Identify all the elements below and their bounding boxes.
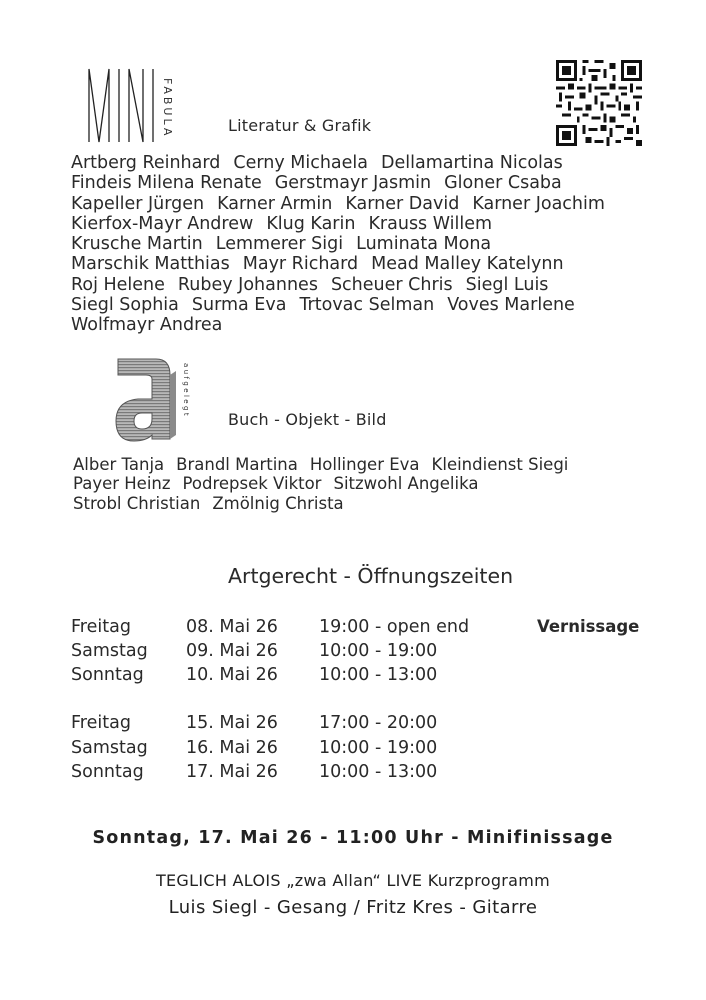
artist-name: Luminata Mona (356, 234, 492, 255)
section2-subtitle: Buch - Objekt - Bild (228, 410, 387, 429)
artist-name: Karner Armin (217, 193, 333, 214)
artist-name: Roj Helene (71, 274, 165, 295)
hours-day: Freitag (71, 713, 131, 733)
hours-date: 16. Mai 26 (186, 738, 278, 758)
artist-name: Gerstmayr Jasmin (274, 173, 432, 194)
artist-name: Marschik Matthias (71, 254, 230, 275)
hours-day: Samstag (71, 738, 148, 758)
artist-name: Kierfox-Mayr Andrew (71, 213, 254, 234)
artist-name: Klug Karin (266, 213, 356, 234)
hours-day: Sonntag (71, 665, 144, 685)
names-line (71, 234, 618, 254)
artist-name: Alber Tanja (73, 455, 165, 474)
artist-name: Rubey Johannes (177, 274, 318, 295)
names-line (71, 295, 618, 315)
hours-date: 17. Mai 26 (186, 762, 278, 782)
names-line (73, 494, 580, 513)
hours-time: 10:00 - 19:00 (319, 738, 438, 758)
artist-name: Karner David (345, 193, 460, 214)
artist-name: Scheuer Chris (330, 274, 453, 295)
artist-name: Sitzwohl Angelika (333, 474, 479, 494)
qr-code[interactable] (556, 60, 642, 146)
hours-time: 19:00 - open end (319, 617, 470, 637)
names-line (71, 275, 618, 295)
names-line (71, 254, 618, 274)
performers-line: Luis Siegl - Gesang / Fritz Kres - Gitarre (168, 897, 538, 918)
names-line (71, 214, 618, 234)
artist-name: Gloner Csaba (444, 173, 562, 194)
artist-name: Siegl Sophia (71, 295, 179, 316)
artist-name: Zmölnig Christa (212, 493, 344, 513)
hours-time: 17:00 - 20:00 (319, 713, 438, 733)
alois-line: TEGLICH ALOIS „zwa Allan“ LIVE Kurzprogramm (155, 871, 551, 890)
hours-date: 15. Mai 26 (186, 713, 278, 733)
artist-name: Payer Heinz (73, 474, 171, 494)
artist-name: Karner Joachim (472, 193, 605, 214)
names-line (71, 153, 618, 173)
hours-time: 10:00 - 19:00 (319, 641, 438, 661)
hours-day: Freitag (71, 617, 131, 637)
section1-subtitle: Literatur & Grafik (228, 116, 372, 135)
aufgelegt-logo (112, 355, 192, 447)
artist-name: Podrepsek Viktor (182, 474, 322, 494)
artist-name: Cerny Michaela (233, 153, 369, 173)
artist-name: Artberg Reinhard (71, 153, 221, 173)
hours-day: Samstag (71, 641, 148, 661)
artist-name: Brandl Martina (176, 455, 298, 474)
artist-name: Mead Malley Katelynn (371, 254, 564, 275)
hours-time: 10:00 - 13:00 (319, 665, 438, 685)
artist-name: Lemmerer Sigi (215, 234, 344, 255)
artist-name: Dellamartina Nicolas (381, 153, 563, 173)
hours-date: 10. Mai 26 (186, 665, 278, 685)
mini-fabula-logo (86, 66, 184, 144)
artist-name: Kapeller Jürgen (71, 193, 205, 214)
artist-name: Mayr Richard (242, 254, 359, 275)
names-line (73, 474, 580, 493)
svg-text:aufgelegt: aufgelegt (182, 363, 190, 418)
names-line (71, 194, 618, 214)
artist-name: Findeis Milena Renate (71, 173, 262, 194)
vernissage-label: Vernissage (537, 617, 640, 636)
artist-name: Krusche Martin (71, 234, 203, 255)
artist-name: Voves Marlene (447, 295, 575, 316)
finissage-line: Sonntag, 17. Mai 26 - 11:00 Uhr - Minifinissage (92, 828, 614, 848)
names-line (71, 315, 618, 335)
artist-name: Trtovac Selman (299, 295, 435, 316)
artist-name: Hollinger Eva (309, 455, 420, 474)
hours-date: 08. Mai 26 (186, 617, 278, 637)
artist-name: Wolfmayr Andrea (71, 315, 223, 336)
artist-name: Strobl Christian (73, 493, 201, 513)
names-line (71, 173, 618, 193)
section2-names (73, 455, 580, 513)
names-line (73, 455, 580, 474)
hours-title: Artgerecht - Öffnungszeiten (228, 564, 514, 588)
hours-date: 09. Mai 26 (186, 641, 278, 661)
artist-name: Siegl Luis (465, 274, 549, 295)
hours-time: 10:00 - 13:00 (319, 762, 438, 782)
artist-name: Surma Eva (191, 295, 287, 316)
svg-text:FABULA: FABULA (161, 78, 174, 139)
artist-name: Kleindienst Siegi (431, 455, 569, 474)
artist-name: Krauss Willem (368, 213, 493, 234)
section1-names (71, 153, 618, 336)
hours-day: Sonntag (71, 762, 144, 782)
